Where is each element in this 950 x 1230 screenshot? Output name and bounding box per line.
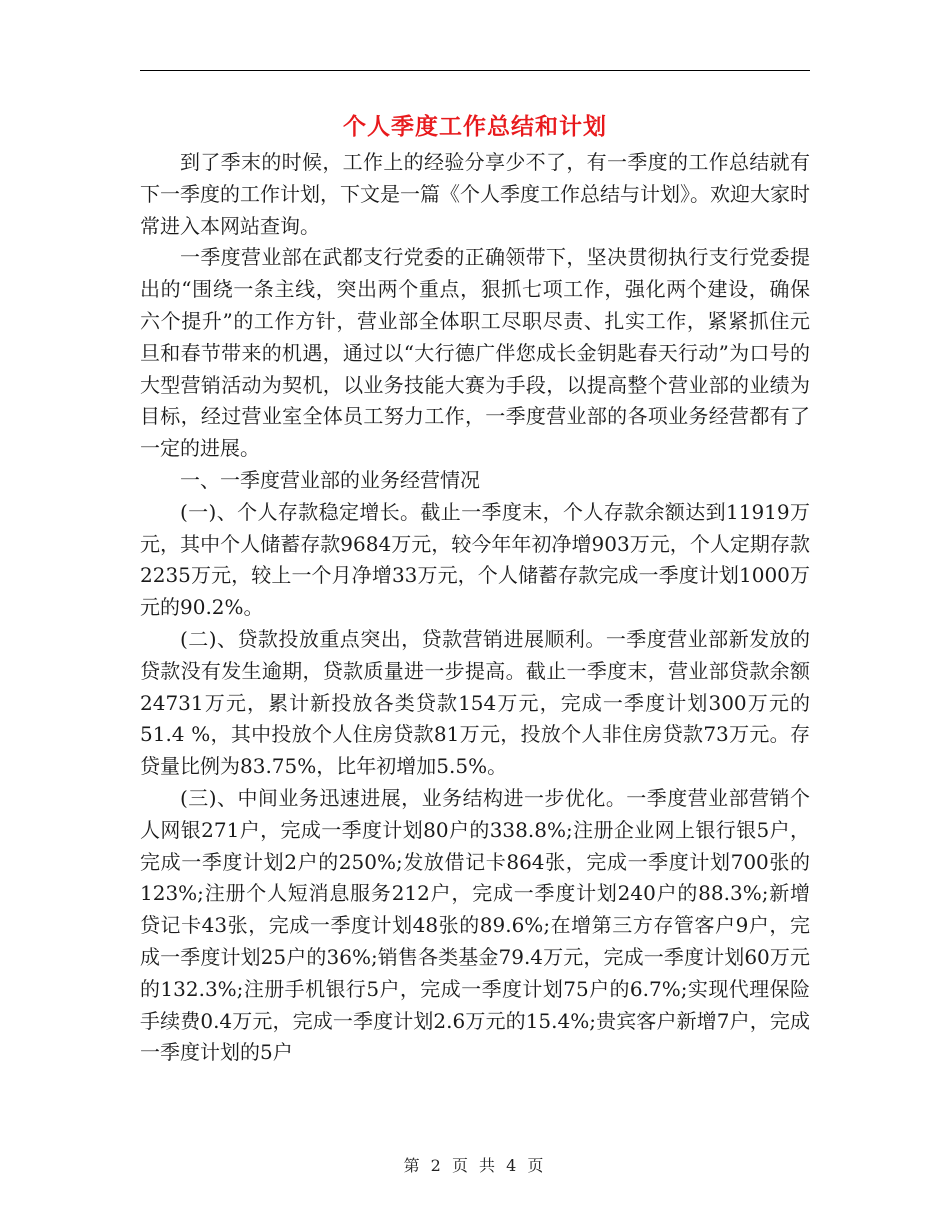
paragraph-intermediate-business: (三)、中间业务迅速进展，业务结构进一步优化。一季度营业部营销个人网银271户，完成一季度计划80户的338.8%;注册企业网上银行银5户，完成一季度计划2户的250%;发放借记卡864张，完成一季度计划700张的123%;注册个人短消息服务212户，完成一季度计划240户的88.3%;新增贷记卡43张，完成一季度计划48张的89.6%;在增第三方存管客户9户，完成一季度计划25户的36%;销售各类基金79.4万元，完成一季度计划60万元的132.3%;注册手机银行5户，完成一季度计划75户的6.7%;实现代理保险手续费0.4万元，完成一季度计划2.6万元的15.4%;贵宾客户新增7户，完成一季度计划的5户 [140, 785, 810, 1065]
section-heading: 一、一季度营业部的业务经营情况 [180, 467, 480, 492]
document-body [140, 147, 810, 1069]
paragraph-deposits: (一)、个人存款稳定增长。截止一季度末，个人存款余额达到11919万元，其中个人储蓄存款9684万元，较今年年初净增903万元，个人定期存款2235万元，较上一个月净增33万元，个人储蓄存款完成一季度计划1000万元的90.2%。 [140, 499, 810, 620]
paragraph-intro: 到了季末的时候，工作上的经验分享少不了，有一季度的工作总结就有下一季度的工作计划，下文是一篇《个人季度工作总结与计划》。欢迎大家时常进入本网站查询。 [140, 150, 810, 238]
document-title: 个人季度工作总结和计划 [343, 113, 607, 140]
paragraph-loans: (二)、贷款投放重点突出，贷款营销进展顺利。一季度营业部新发放的贷款没有发生逾期，贷款质量进一步提高。截止一季度末，营业部贷款余额24731万元，累计新投放各类贷款154万元，完成一季度计划300万元的51.4 %，其中投放个人住房贷款81万元，投放个人非住房贷款73万元。存贷量比例为83.75%，比年初增加5.5%。 [140, 626, 810, 779]
page-number: 第 2 页 共 4 页 [403, 1156, 547, 1175]
header-rule [140, 70, 810, 71]
paragraph-overview: 一季度营业部在武都支行党委的正确领带下，坚决贯彻执行支行党委提出的“围绕一条主线，突出两个重点，狠抓七项工作，强化两个建设，确保六个提升”的工作方针，营业部全体职工尽职尽责、扎实工作，紧紧抓住元旦和春节带来的机遇，通过以“大行德广伴您成长金钥匙春天行动”为口号的大型营销活动为契机，以业务技能大赛为手段，以提高整个营业部的业绩为目标，经过营业室全体员工努力工作，一季度营业部的各项业务经营都有了一定的进展。 [140, 245, 810, 461]
